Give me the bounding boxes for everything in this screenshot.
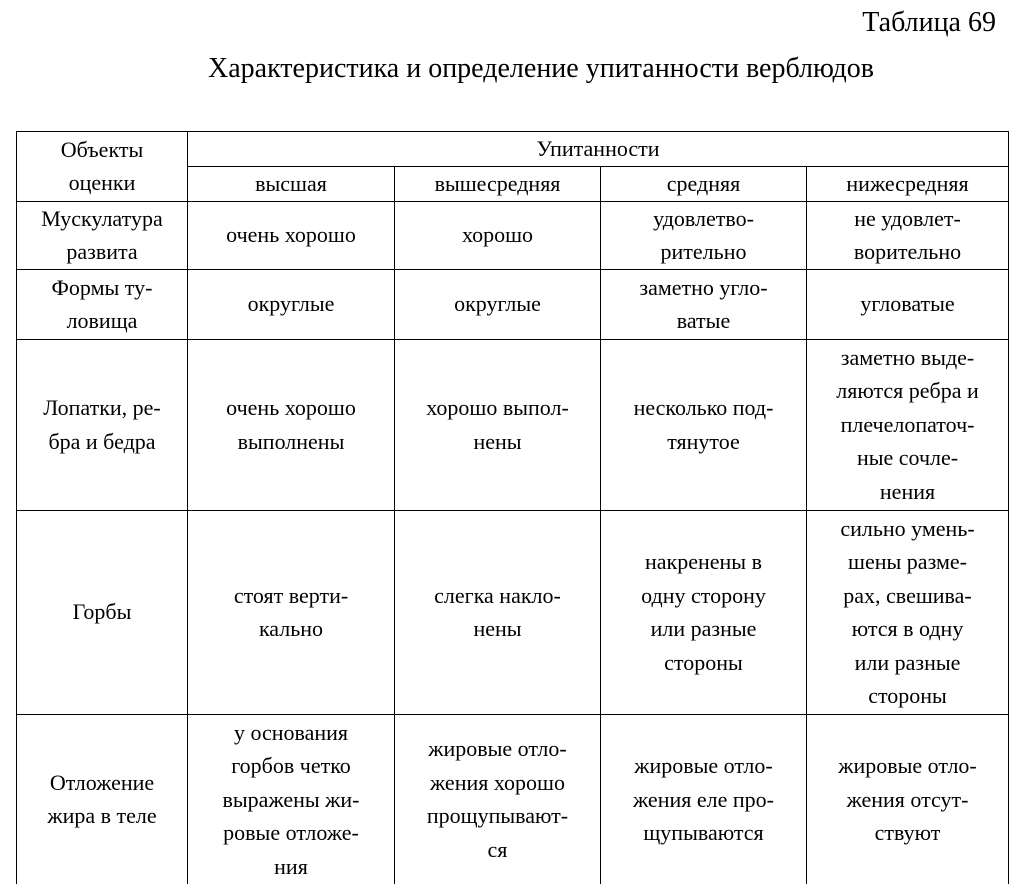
table-cell: округлые <box>395 269 601 339</box>
table-cell: сильно умень- шены разме- рах, свешива- ются в одну или разные стороны <box>807 510 1009 714</box>
header-group-cell: Упитанности <box>188 132 1009 167</box>
column-header: высшая <box>188 167 395 202</box>
table-cell: очень хорошо выполнены <box>188 339 395 510</box>
table-cell: не удовлет- ворительно <box>807 201 1009 269</box>
table-cell: накренены в одну сторону или разные стороны <box>601 510 807 714</box>
table-row <box>17 339 1009 510</box>
table-number: Таблица 69 <box>862 7 996 38</box>
column-header: средняя <box>601 167 807 202</box>
column-header: нижесредняя <box>807 167 1009 202</box>
table-row <box>17 201 1009 269</box>
row-label: Мускулатура развита <box>17 201 188 269</box>
table-cell: стоят верти- кально <box>188 510 395 714</box>
table-cell: жировые отло- жения еле про- щупываются <box>601 714 807 884</box>
table-cell: округлые <box>188 269 395 339</box>
document-title: Характеристика и определение упитанности верблюдов <box>208 53 874 84</box>
table-cell: у основания горбов четко выражены жи- ровые отложе- ния <box>188 714 395 884</box>
table-cell: хорошо выпол- нены <box>395 339 601 510</box>
table-cell: заметно угло- ватые <box>601 269 807 339</box>
table-row <box>17 510 1009 714</box>
table-cell: заметно выде- ляются ребра и плечелопаточ- ные сочле- нения <box>807 339 1009 510</box>
table-cell: слегка накло- нены <box>395 510 601 714</box>
table-header-row <box>17 132 1009 167</box>
row-label: Лопатки, ре- бра и бедра <box>17 339 188 510</box>
table-row <box>17 269 1009 339</box>
table-cell: несколько под- тянутое <box>601 339 807 510</box>
row-label: Формы ту- ловища <box>17 269 188 339</box>
table-cell: жировые отло- жения хорошо прощупывают- ся <box>395 714 601 884</box>
table-cell: жировые отло- жения отсут- ствуют <box>807 714 1009 884</box>
table-cell: хорошо <box>395 201 601 269</box>
table-cell: угловатые <box>807 269 1009 339</box>
column-header: вышесредняя <box>395 167 601 202</box>
table-cell: очень хорошо <box>188 201 395 269</box>
fatness-table <box>16 131 1009 884</box>
table-cell: удовлетво- рительно <box>601 201 807 269</box>
header-objects-cell: Объекты оценки <box>17 132 188 202</box>
table-row <box>17 714 1009 884</box>
row-label: Горбы <box>17 510 188 714</box>
row-label: Отложение жира в теле <box>17 714 188 884</box>
